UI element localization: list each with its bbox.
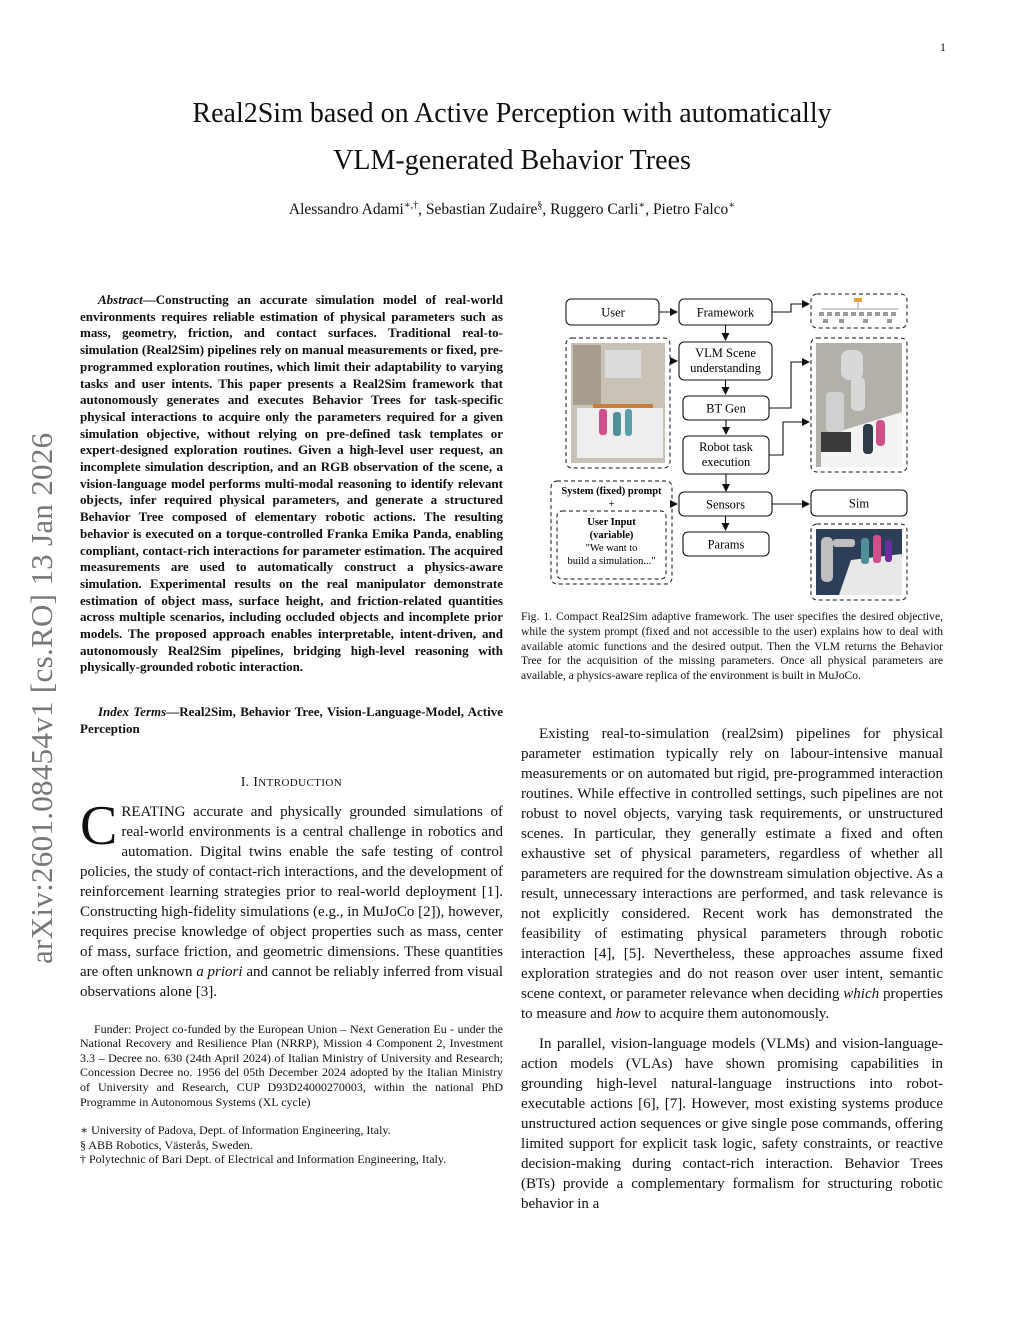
user-input-label-line1: User Input — [587, 517, 636, 528]
vlm-label-line1: VLM Scene — [695, 346, 756, 360]
bt-leaf-node — [851, 312, 856, 316]
right-p1-text-3: to acquire them autonomously. — [640, 1005, 830, 1022]
bt-leaf-node — [823, 319, 828, 323]
params-label: Params — [707, 537, 745, 552]
paper-title — [100, 90, 924, 184]
bt-leaf-nodes — [819, 312, 896, 323]
intro-paragraph — [80, 794, 503, 1002]
right-paragraph-2: In parallel, vision-language models (VLMs) and vision-language-action models (VLAs) have shown promising capabilities in grounding high-level natural-language instructions into robot-executable actions [6], [7]. However, most existing systems produce unstructured action sequences or give single pose commands, offering limited support for explicit task logic, safety constraints, or reactive decision-making during contact-rich interaction. Behavior Trees (BTs) provide a complementary formalism for structuring robotic behavior in a — [521, 1035, 943, 1212]
section-heading — [80, 774, 503, 790]
camera-image-bar — [593, 404, 653, 408]
intro-text-1: accurate and physically grounded simulations of real-world environments is a central challenge in robotics and automation. Digital twins enable the safe testing of control policies, the study of contact-rich interactions, and the development of reinforcement learning strategies prior to real-world deployment [1]. Constructing high-fidelity simulations (e.g., in MuJoCo [2]), however, requires precise knowledge of object properties such as mass, center of mass, surface friction, and geometric dimensions. These quantities are often unknown — [80, 803, 503, 980]
right-column — [521, 292, 943, 1214]
camera-image-robot — [605, 350, 641, 378]
author-name: Ruggero Carli — [550, 201, 639, 219]
abstract-text: —Constructing an accurate simulation model of real-world environments requires reliable estimation of physical parameters such as mass, geometry, friction, and contact surfaces. Traditional real-to-simulation (Real2Sim) pipelines rely on manual measurements or fixed, pre-programmed exploration routines, which limit their adaptability to varying tasks and user intents. This paper presents a Real2Sim framework that autonomously generates and executes Behavior Trees for task-specific physical interactions to acquire only the parameters required for a given simulation objective, without relying on pre-defined task templates or expert-designed exploration routines. Given a high-level user request, an incomplete simulation description, and an RGB observation of the scene, a vision-language model performs multi-modal reasoning to identify relevant objects, infer required physical parameters, and generate a structured Behavior Tree composed of elementary robotic actions. The resulting behavior is executed on a torque-controlled Franka Emika Panda, enabling compliant, contact-rich interactions for parameter estimation. The acquired measurements are used to automatically construct a physics-aware simulation. Experimental results on the real manipulator demonstrate estimation of object mass, surface height, and friction-related quantities across multiple scenarios, including occluded objects and incomplete prior models. The proposed approach enables interpretable, intent-driven, and autonomously Real2Sim pipelines, bridging high-level reasoning with physically-grounded robotic interaction. — [80, 292, 503, 675]
author-mark: ∗ — [728, 200, 736, 211]
section-number: I. — [240, 773, 254, 789]
bt-leaf-node — [843, 312, 848, 316]
robot-label-line2: execution — [701, 455, 751, 469]
sim-render-robot — [821, 537, 833, 582]
bt-leaf-node — [891, 312, 896, 316]
robot-photo-base — [826, 392, 844, 432]
robot-photo-bottle-dark — [863, 424, 873, 454]
section-rest: NTRODUCTION — [258, 776, 343, 789]
plus-label: + — [608, 499, 615, 510]
author-mark: ∗ — [638, 200, 646, 211]
right-paragraph-1 — [521, 724, 943, 1024]
bt-leaf-node — [859, 312, 864, 316]
camera-image-teal-bottle — [613, 412, 621, 436]
bt-leaf-node — [883, 312, 888, 316]
author-mark: ∗,† — [403, 200, 419, 211]
user-input-label-line2: (variable) — [589, 530, 634, 541]
right-body-text — [521, 724, 943, 1214]
robot-label-line1: Robot task — [699, 440, 753, 454]
title-line-1: Real2Sim based on Active Perception with automatically — [192, 98, 832, 129]
bt-leaf-node — [863, 319, 868, 323]
author-name: Sebastian Zudaire — [425, 201, 538, 219]
drop-cap: C — [80, 794, 118, 857]
index-terms-text: —Real2Sim, Behavior Tree, Vision-Language-Model, Active Perception — [80, 704, 503, 736]
vlm-label-line2: understanding — [690, 361, 761, 375]
index-terms-label: Index Terms — [98, 704, 167, 720]
arrow-robotexec-robotimage — [769, 422, 809, 455]
funder-footnote: Funder: Project co-funded by the European Union – Next Generation Eu - under the National Recovery and Resilience Plan (NRRP), Mission 4 Component 2, Investment 3.3 – Decree no. 630 (24th April 2024) of Italian Ministry of University and Research; Concession Decree no. 1956 del 05th December 2024 adopted by the Italian Ministry of University and Research, CUP D93D24000270003, within the national PhD Programme in Autonomous Systems (XL cycle) — [80, 1021, 503, 1109]
right-p1-text-2: properties to measure and — [521, 985, 943, 1022]
robot-photo-arm-lower — [851, 377, 865, 411]
author-separator: , — [542, 201, 551, 219]
intro-lead: REATING — [121, 803, 186, 820]
sim-render-bottle-pink — [873, 535, 881, 563]
section-first-letter: I — [253, 773, 259, 789]
system-prompt-label: System (fixed) prompt — [561, 486, 662, 497]
title-line-2: VLM-generated Behavior Trees — [333, 145, 691, 176]
arrow-btgen-robotimage — [769, 362, 809, 408]
author-list — [100, 200, 924, 219]
bt-leaf-node — [875, 312, 880, 316]
right-p1-how: how — [615, 1005, 641, 1022]
figure-caption: Fig. 1. Compact Real2Sim adaptive framework. The user specifies the desired objective, while the system prompt (fixed and not accessible to the user) explains how to deal with available atomic functions and the desired output. Then the VLM returns the Behavior Tree for the acquisition of the missing parameters. Once all physical parameters are available, a physics-aware replica of the environment is built in MuJoCo. — [521, 610, 943, 683]
robot-photo-arm-upper — [841, 350, 863, 380]
sensors-label: Sensors — [706, 497, 745, 512]
camera-image-bottle — [625, 409, 632, 436]
affiliation-abb: § ABB Robotics, Västerås, Sweden. — [80, 1137, 253, 1152]
bt-root-node — [854, 298, 862, 302]
abstract — [80, 292, 503, 676]
bt-gen-label: BT Gen — [706, 401, 746, 416]
intro-italic: a priori — [196, 963, 243, 980]
sim-render-robot-arm — [833, 539, 855, 547]
right-p1-text-1: Existing real-to-simulation (real2sim) pipelines for physical parameter estimation typically rely on labour-intensive manual measurements or on automated but rigid, pre-programmed interaction routines. While effective in controlled settings, such pipelines are not robust to novel objects, varying task requirements, or unstructured scenes. In particular, they generally estimate a fixed and often exhaustive set of physical parameters, regardless of whether all parameters are required for the downstream simulation objective. As a result, unnecessary interactions are performed, and task relevance is not explicitly considered. Recent work has demonstrated the feasibility of estimating physical parameters through robotic interaction [4], [5]. Nevertheless, these approaches assume fixed exploration strategies and do not reason over user intent, semantic scene context, or parameter relevance when deciding — [521, 725, 943, 1002]
user-label: User — [601, 305, 625, 320]
robot-photo-hardware — [821, 432, 851, 452]
bt-leaf-node — [839, 319, 844, 323]
index-terms — [80, 704, 503, 737]
author-mark: § — [537, 200, 543, 211]
bt-leaf-node — [867, 312, 872, 316]
sim-label: Sim — [848, 496, 870, 511]
abstract-label: Abstract — [98, 292, 143, 307]
bt-leaf-node — [887, 319, 892, 323]
author-name: Alessandro Adami — [288, 201, 404, 219]
user-quote-line2: build a simulation..." — [567, 556, 656, 567]
framework-diagram — [521, 292, 943, 604]
page-number: 1 — [940, 40, 946, 54]
left-column — [80, 292, 503, 1167]
bt-leaf-node — [835, 312, 840, 316]
user-quote-line1: "We want to — [585, 543, 638, 554]
sim-render-bottle-purple — [885, 540, 892, 562]
affiliation-bari: † Polytechnic of Bari Dept. of Electrical and Information Engineering, Italy. — [80, 1152, 447, 1167]
bt-leaf-node — [819, 312, 824, 316]
affiliations — [80, 1123, 503, 1167]
robot-photo-bottle-pink — [876, 420, 885, 446]
author-separator: , — [418, 201, 426, 219]
figure-1 — [521, 292, 943, 604]
arrow-framework-topimage — [772, 304, 809, 312]
framework-label: Framework — [696, 305, 755, 320]
right-p1-which: which — [843, 985, 880, 1002]
camera-image-shelf — [573, 345, 601, 405]
author-separator: , — [645, 201, 653, 219]
author-name: Pietro Falco — [652, 201, 729, 219]
sim-render-bottle-teal — [861, 538, 869, 564]
bt-leaf-node — [827, 312, 832, 316]
affiliation-padova: ∗ University of Padova, Dept. of Information Engineering, Italy. — [80, 1123, 391, 1138]
intro-text-2: and cannot be reliably inferred from visual observations alone [3]. — [80, 963, 503, 1000]
arxiv-identifier: arXiv:2601.08454v1 [cs.RO] 13 Jan 2026 — [24, 432, 59, 964]
camera-image-pink-bottle — [599, 409, 607, 435]
